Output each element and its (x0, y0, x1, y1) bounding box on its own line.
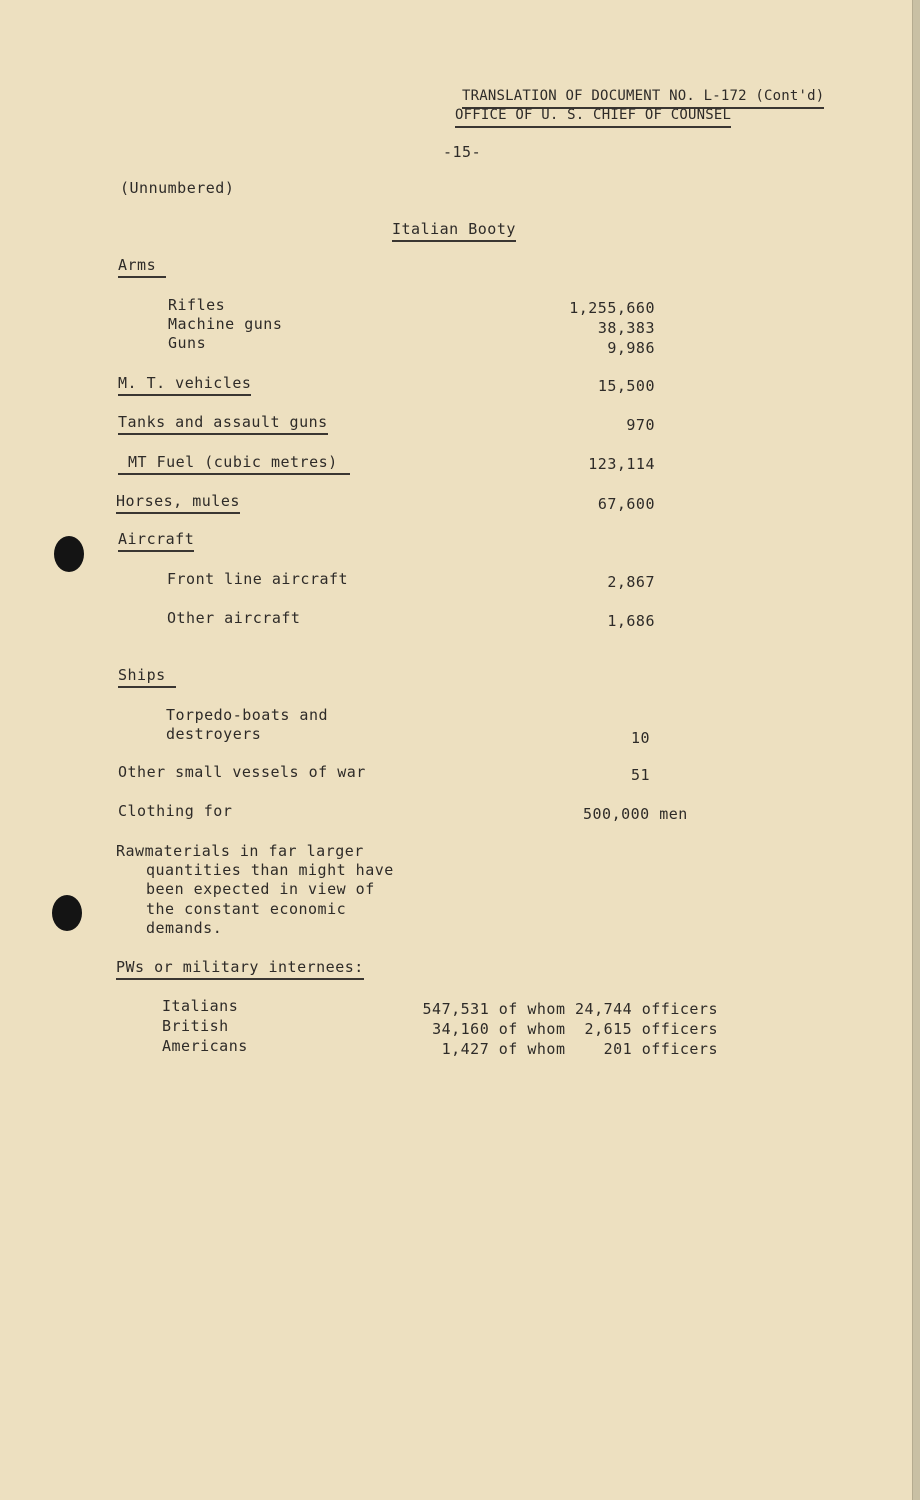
ships-heading: Ships (118, 665, 176, 688)
mt-fuel-label: MT Fuel (cubic metres) (118, 452, 350, 475)
aircraft-heading: Aircraft (118, 529, 194, 552)
raw-materials-line: Rawmaterials in far larger (116, 842, 364, 860)
raw-materials-line: demands. (146, 919, 223, 937)
torpedo-label-line-1: Torpedo-boats and (166, 706, 329, 724)
header-line-2: OFFICE OF U. S. CHIEF OF COUNSEL (455, 105, 731, 128)
pws-row-value: 1,427 of whom 201 officers (441, 1040, 718, 1058)
other-aircraft-label: Other aircraft (167, 609, 301, 627)
pws-heading: PWs or military internees: (116, 957, 364, 980)
horses-value: 67,600 (597, 495, 655, 513)
torpedo-value: 10 (630, 729, 650, 747)
arms-heading: Arms (118, 255, 166, 278)
clothing-label: Clothing for (118, 802, 233, 820)
arms-item-value: 38,383 (597, 319, 655, 337)
raw-materials-line: quantities than might have (146, 861, 394, 879)
pws-row-label: Americans (162, 1037, 248, 1055)
tanks-label: Tanks and assault guns (118, 412, 328, 435)
raw-materials-line: the constant economic (146, 900, 347, 918)
arms-item-label: Rifles (168, 296, 226, 314)
front-line-aircraft-label: Front line aircraft (167, 570, 349, 588)
front-line-aircraft-value: 2,867 (607, 573, 655, 591)
small-vessels-label: Other small vessels of war (118, 763, 366, 781)
punch-hole-icon (54, 536, 84, 572)
arms-item-value: 9,986 (607, 339, 655, 357)
punch-hole-icon (52, 895, 82, 931)
page-number: -15- (443, 143, 482, 161)
arms-item-label: Machine guns (168, 315, 283, 333)
torpedo-label-line-2: destroyers (166, 725, 262, 743)
pws-row-value: 547,531 of whom 24,744 officers (422, 1000, 718, 1018)
mt-fuel-value: 123,114 (588, 455, 655, 473)
horses-label: Horses, mules (116, 491, 240, 514)
mt-vehicles-value: 15,500 (597, 377, 655, 395)
raw-materials-line: been expected in view of (146, 880, 375, 898)
header-line-1: TRANSLATION OF DOCUMENT NO. L-172 (Cont'd) (462, 86, 824, 109)
pws-row-label: British (162, 1017, 229, 1035)
small-vessels-value: 51 (630, 766, 650, 784)
clothing-value: 500,000 men (583, 805, 688, 823)
arms-item-label: Guns (168, 334, 207, 352)
pws-row-value: 34,160 of whom 2,615 officers (432, 1020, 718, 1038)
pws-row-label: Italians (162, 997, 239, 1015)
page-title: Italian Booty (392, 219, 516, 242)
mt-vehicles-label: M. T. vehicles (118, 373, 251, 396)
tanks-value: 970 (626, 416, 655, 434)
other-aircraft-value: 1,686 (607, 612, 655, 630)
unnumbered-label: (Unnumbered) (120, 179, 235, 197)
arms-item-value: 1,255,660 (569, 299, 655, 317)
